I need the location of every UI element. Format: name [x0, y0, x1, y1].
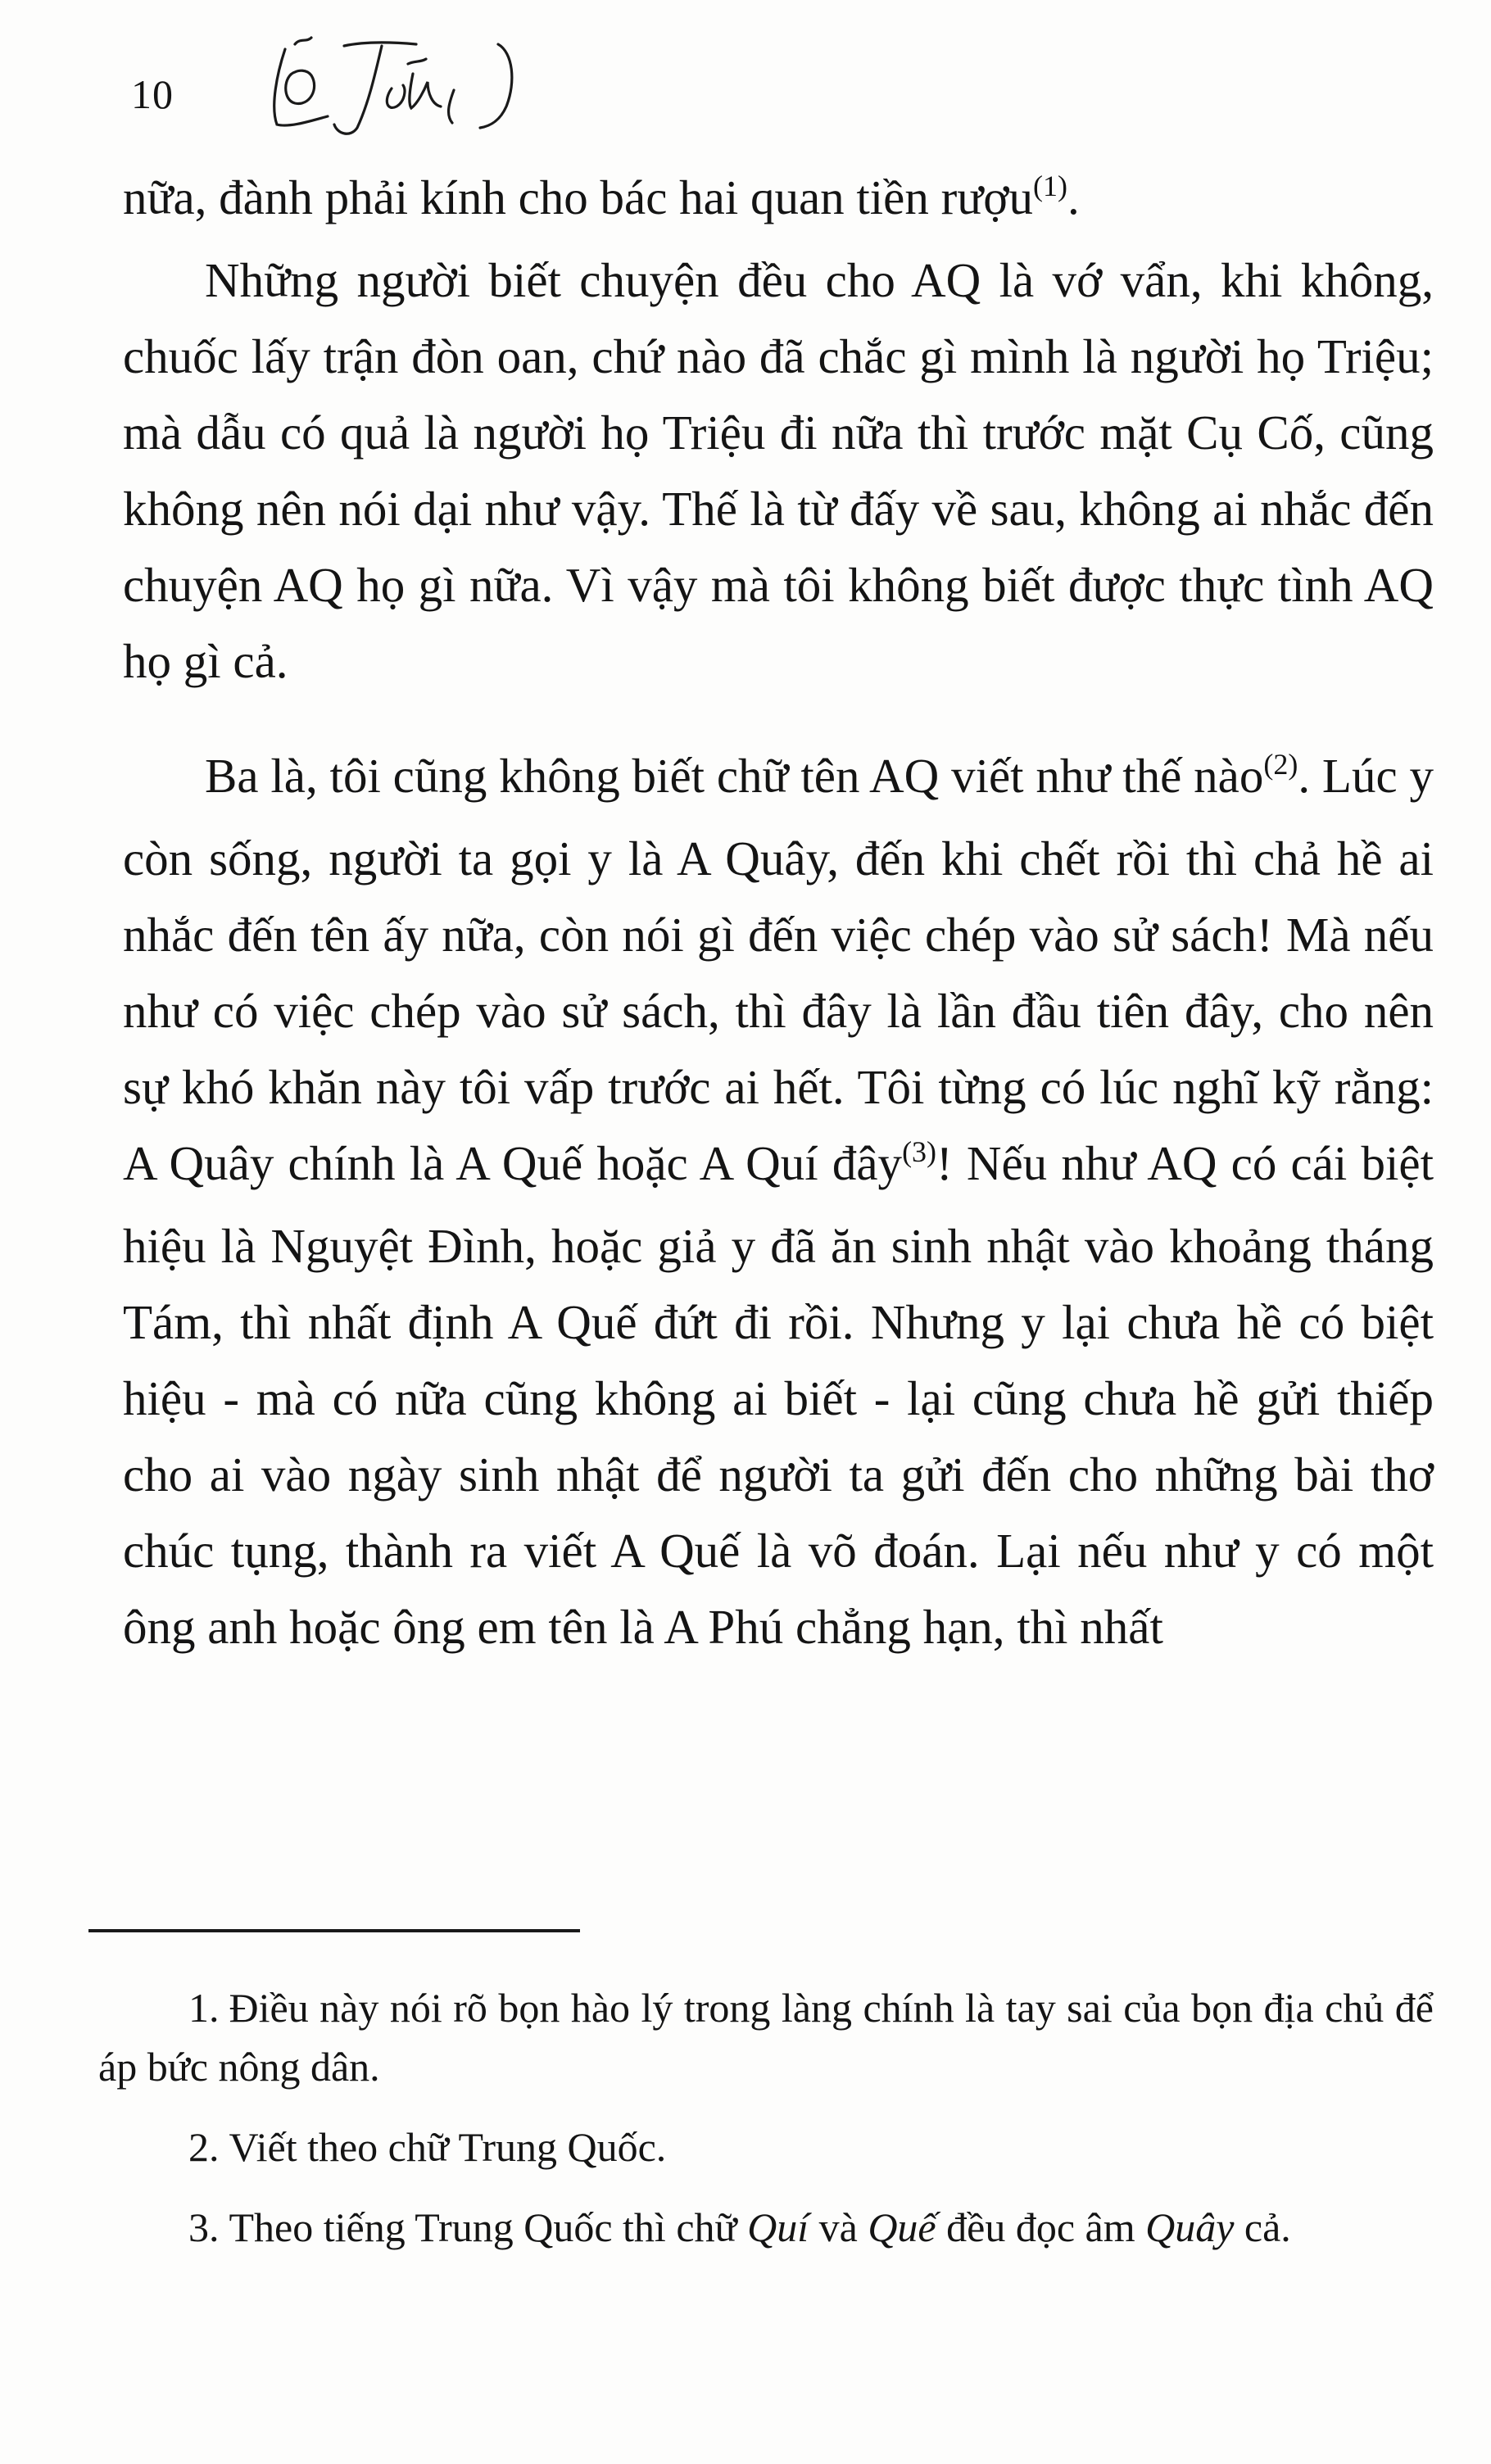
author-signature-logo: [252, 25, 547, 139]
footnote-1: [98, 1978, 1434, 2096]
footnote-text: cả.: [1234, 2204, 1291, 2250]
paragraph-1: [123, 160, 1434, 242]
paragraph-1-text: nữa, đành phải kính cho bác hai quan tiền rượu: [123, 170, 1033, 224]
footnote-italic-term: Quí: [747, 2204, 809, 2250]
footnote-text: Điều này nói rõ bọn hào lý trong làng chính là tay sai của bọn địa chủ để áp bức nông dân.: [98, 1985, 1434, 2090]
page-number: 10: [131, 71, 174, 117]
paragraph-3: [123, 738, 1434, 1665]
footnote-2: [98, 2118, 1434, 2176]
footnote-ref-1: (1): [1032, 170, 1067, 202]
footnote-text: Theo tiếng Trung Quốc thì chữ: [229, 2204, 748, 2250]
footnotes: [98, 1978, 1434, 2278]
main-text: [123, 160, 1434, 1665]
footnote-number: 2.: [188, 2124, 220, 2170]
footnote-text: Viết theo chữ Trung Quốc.: [229, 2124, 667, 2170]
footnote-italic-term: Quây: [1145, 2204, 1235, 2250]
footnote-text: đều đọc âm: [936, 2204, 1146, 2250]
paragraph-2: Những người biết chuyện đều cho AQ là vớ vẩn, khi không, chuốc lấy trận đòn oan, chứ nào đã chắc gì mình là người họ Triệu; mà dẫu có quả là người họ Triệu đi nữa thì trước mặt Cụ Cố, cũng không nên nói dại như vậy. Thế là từ đấy về sau, không ai nhắc đến chuyện AQ họ gì nữa. Vì vậy mà tôi không biết được thực tình AQ họ gì cả.: [123, 253, 1434, 688]
footnote-3: [98, 2198, 1434, 2257]
paragraph-3-text-a: Ba là, tôi cũng không biết chữ tên AQ viết như thế nào: [205, 749, 1264, 803]
footnote-ref-2: (2): [1263, 748, 1298, 781]
footnote-divider: [88, 1929, 580, 1932]
footnote-ref-3: (3): [902, 1135, 937, 1168]
footnote-number: 3.: [188, 2204, 220, 2250]
footnote-number: 1.: [188, 1985, 220, 2031]
page-header: [123, 25, 696, 147]
footnote-text: và: [809, 2204, 868, 2250]
paragraph-3-text-c: ! Nếu như AQ có cái biệt hiệu là Nguyệt Đình, hoặc giả y đã ăn sinh nhật vào khoảng tháng Tám, thì nhất định A Quế đứt đi rồi. Nhưng y lại chưa hề có biệt hiệu - mà có nữa cũng không ai biết - lại cũng chưa hề gửi thiếp cho ai vào ngày sinh nhật để người ta gửi đến cho những bài thơ chúc tụng, thành ra viết A Quế là võ đoán. Lại nếu như y có một ông anh hoặc ông em tên là A Phú chẳng hạn, thì nhất: [123, 1136, 1434, 1654]
paragraph-3-text-b: . Lúc y còn sống, người ta gọi y là A Quây, đến khi chết rồi thì chả hề ai nhắc đến tên ấy nữa, còn nói gì đến việc chép vào sử sách! Mà nếu như có việc chép vào sử sách, thì đây là lần đầu tiên đây, cho nên sự khó khăn này tôi vấp trước ai hết. Tôi từng có lúc nghĩ kỹ rằng: A Quây chính là A Quế hoặc A Quí đây: [123, 749, 1434, 1190]
footnote-italic-term: Quế: [868, 2204, 936, 2250]
paragraph-1-end: .: [1067, 170, 1080, 224]
